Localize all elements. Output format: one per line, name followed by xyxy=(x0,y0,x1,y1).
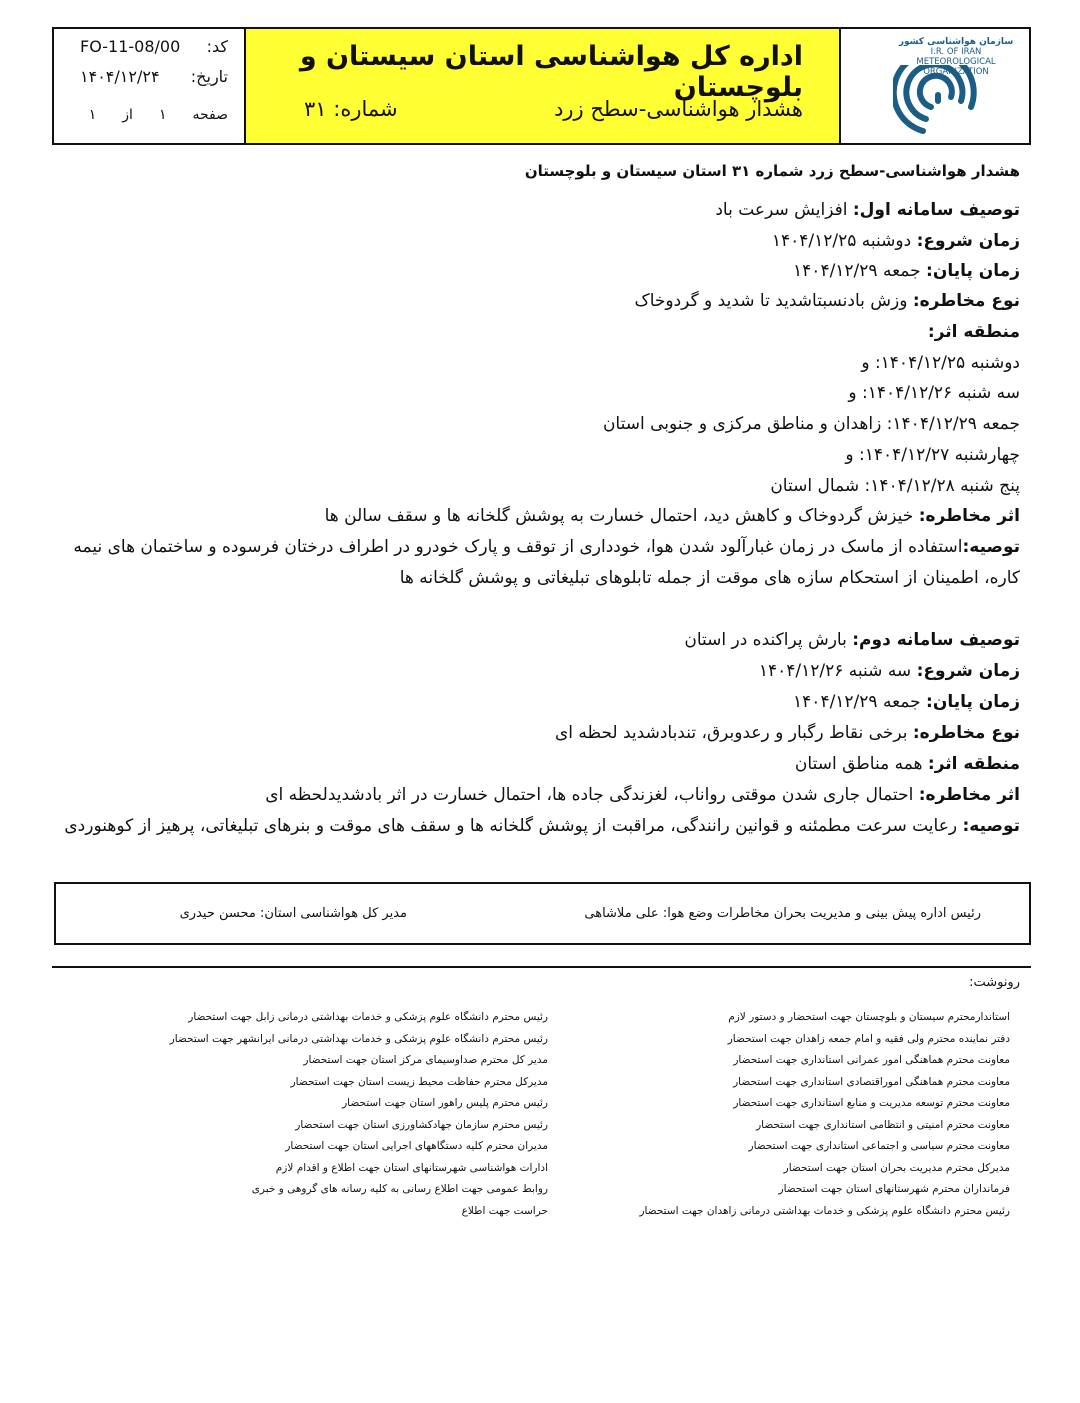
system2-area-row xyxy=(795,754,1020,774)
system2-advice: رعایت سرعت مطمئنه و قوانین رانندگی، مراقبت از پوشش گلخانه ها و سقف های موقت و بنرهای تبلیغاتی، پرهیز از کوهنوردی xyxy=(64,816,958,836)
divider xyxy=(52,966,1031,968)
system1-desc-row xyxy=(715,200,1020,220)
cc-left-item: رئیس محترم دانشگاه علوم پزشکی و خدمات بهداشتی درمانی ایرانشهر جهت استحضار xyxy=(169,1033,548,1045)
system2-advice-label: توصیه: xyxy=(962,816,1020,836)
cc-right-item: معاونت محترم سیاسی و اجتماعی استانداری جهت استحضار xyxy=(748,1140,1010,1152)
page-total: ۱ xyxy=(88,107,97,123)
system2-end-row xyxy=(793,692,1020,712)
system2-end-label: زمان پایان: xyxy=(926,692,1020,712)
system2-hazard-label: نوع مخاطره: xyxy=(912,723,1020,743)
cc-right-item: معاونت محترم توسعه مدیریت و منابع استانداری جهت استحضار xyxy=(733,1097,1010,1109)
system1-area-item: سه شنبه ۱۴۰۴/۱۲/۲۶: و xyxy=(848,383,1020,403)
logo-en-1: I.R. OF IRAN xyxy=(930,47,982,57)
system1-effect-row xyxy=(325,506,1020,526)
system1-hazard: وزش بادنسبتاشدید تا شدید و گردوخاک xyxy=(634,291,908,311)
cc-left-item: رئیس محترم پلیس راهور استان جهت استحضار xyxy=(342,1097,548,1109)
document-title: هشدار هواشناسی-سطح زرد شماره ۳۱ استان سیستان و بلوچستان xyxy=(524,162,1020,180)
forecast-head-name: علی ملاشاهی xyxy=(584,906,659,921)
system2-hazard: برخی نقاط رگبار و رعدوبرق، تندبادشدید لحظه ای xyxy=(554,723,908,743)
system2-area: همه مناطق استان xyxy=(794,754,923,774)
logo-en-3: ORGANIZATION xyxy=(923,67,989,77)
system2-area-label: منطقه اثر: xyxy=(927,754,1020,774)
cc-right-item: فرمانداران محترم شهرستانهای استان جهت استحضار xyxy=(778,1183,1010,1195)
director-name: محسن حیدری xyxy=(179,906,256,921)
page-of: از xyxy=(122,107,133,123)
page-row xyxy=(54,107,244,123)
system1-end: جمعه ۱۴۰۴/۱۲/۲۹ xyxy=(793,261,921,281)
system1-hazard-row xyxy=(635,291,1021,311)
system1-effect-label: اثر مخاطره: xyxy=(918,506,1020,526)
cc-left-item: مدیرکل محترم حفاظت محیط زیست استان جهت استحضار xyxy=(290,1076,548,1088)
system1-desc-label: توصیف سامانه اول: xyxy=(852,200,1020,220)
system1-effect: خیزش گردوخاک و کاهش دید، احتمال خسارت به پوشش گلخانه ها و سقف سالن ها xyxy=(324,506,914,526)
system1-end-label: زمان پایان: xyxy=(926,261,1020,281)
system2-effect: احتمال جاری شدن موقتی رواناب، لغزندگی جاده ها، احتمال خسارت در اثر بادشدیدلحظه ای xyxy=(265,785,914,805)
header-title-cell xyxy=(246,29,841,143)
system1-area-item: دوشنبه ۱۴۰۴/۱۲/۲۵: و xyxy=(861,353,1020,373)
logo-en-2: METEOROLOGICAL xyxy=(916,57,996,67)
system1-end-row xyxy=(793,261,1020,281)
warning-type: هشدار هواشناسی-سطح زرد xyxy=(554,97,803,121)
code-value: FO-11-08/00 xyxy=(80,37,181,56)
header-meta-cell xyxy=(54,29,246,143)
system1-hazard-label: نوع مخاطره: xyxy=(912,291,1020,311)
system2-effect-row xyxy=(265,785,1020,805)
system1-area-item: پنج شنبه ۱۴۰۴/۱۲/۲۸: شمال استان xyxy=(770,476,1020,496)
system1-advice-row xyxy=(35,532,1020,594)
system1-advice-label: توصیه: xyxy=(962,537,1020,557)
system2-desc: بارش پراکنده در استان xyxy=(684,630,847,650)
cc-left-item: حراست جهت اطلاع xyxy=(461,1205,548,1217)
director-label: مدیر کل هواشناسی استان: xyxy=(259,906,407,921)
system1-start-label: زمان شروع: xyxy=(916,231,1020,251)
cc-right-item: معاونت محترم هماهنگی امور عمرانی استانداری جهت استحضار xyxy=(733,1054,1010,1066)
cc-right-item: معاونت محترم امنیتی و انتظامی استانداری جهت استحضار xyxy=(756,1119,1010,1131)
page-label: صفحه xyxy=(192,107,228,123)
system1-area-label-row xyxy=(928,322,1020,342)
code-row xyxy=(54,37,244,56)
system2-desc-label: توصیف سامانه دوم: xyxy=(852,630,1020,650)
system1-area-item: چهارشنبه ۱۴۰۴/۱۲/۲۷: و xyxy=(845,445,1020,465)
system2-advice-row xyxy=(64,816,1020,836)
system1-advice: استفاده از ماسک در زمان غبارآلود شدن هوا، خودداری از توقف و پارک خودرو در اطراف درختان فرسوده و ساختمان های نیمه کاره، اطمینان از استحکام سازه های موقت از جمله تابلوهای تبلیغاتی و پوشش گلخانه ها xyxy=(73,537,1020,588)
page-number: ۱ xyxy=(158,107,167,123)
logo-fa-text: سازمان هواشناسی کشور xyxy=(898,37,1014,47)
cc-right-item: دفتر نماینده محترم ولی فقیه و امام جمعه زاهدان جهت استحضار xyxy=(727,1033,1010,1045)
logo-caption xyxy=(897,37,1015,77)
system2-hazard-row xyxy=(555,723,1020,743)
cc-right-item: معاونت محترم هماهنگی اموراقتصادی استانداری جهت استحضار xyxy=(733,1076,1010,1088)
cc-right-item: مدیرکل محترم مدیریت بحران استان جهت استحضار xyxy=(783,1162,1010,1174)
cc-right-item: استاندارمحترم سیستان و بلوچستان جهت استحضار و دستور لازم xyxy=(728,1011,1010,1023)
cc-left-item: ادارات هواشناسی شهرستانهای استان جهت اطلاع و اقدام لازم xyxy=(275,1162,548,1174)
forecast-head-signature xyxy=(584,906,981,921)
cc-left-item: مدیران محترم کلیه دستگاههای اجرایی استان جهت استحضار xyxy=(285,1140,548,1152)
office-title: اداره کل هواشناسی استان سیستان و بلوچستان xyxy=(299,41,803,103)
system2-start-row xyxy=(759,661,1020,681)
date-label: تاریخ: xyxy=(190,67,228,86)
cc-left-item: رئیس محترم سازمان جهادکشاورزی استان جهت استحضار xyxy=(295,1119,548,1131)
system2-start: سه شنبه ۱۴۰۴/۱۲/۲۶ xyxy=(758,661,912,681)
system1-desc: افزایش سرعت باد xyxy=(715,200,848,220)
system1-start-row xyxy=(772,231,1020,251)
system1-start: دوشنبه ۱۴۰۴/۱۲/۲۵ xyxy=(771,231,912,251)
date-value: ۱۴۰۴/۱۲/۲۴ xyxy=(80,67,160,86)
cc-title: رونوشت: xyxy=(969,975,1020,990)
forecast-head-label: رئیس اداره پیش بینی و مدیریت بحران مخاطرات وضع هوا: xyxy=(662,906,981,921)
header-logo-cell xyxy=(841,29,1029,143)
cc-right-item: رئیس محترم دانشگاه علوم پزشکی و خدمات بهداشتی درمانی زاهدان جهت استحضار xyxy=(639,1205,1010,1217)
system1-area-label: منطقه اثر: xyxy=(927,322,1020,342)
system2-end: جمعه ۱۴۰۴/۱۲/۲۹ xyxy=(793,692,921,712)
cc-left-item: مدیر کل محترم صداوسیمای مرکز استان جهت استحضار xyxy=(303,1054,548,1066)
system2-effect-label: اثر مخاطره: xyxy=(918,785,1020,805)
system2-desc-row xyxy=(684,630,1020,650)
warning-number: شماره: ۳۱ xyxy=(304,97,398,121)
director-signature xyxy=(180,906,407,921)
date-row xyxy=(54,67,244,86)
signature-box xyxy=(54,882,1031,945)
system1-area-item: جمعه ۱۴۰۴/۱۲/۲۹: زاهدان و مناطق مرکزی و جنوبی استان xyxy=(602,414,1020,434)
document-header xyxy=(52,27,1031,145)
cc-left-item: رئیس محترم دانشگاه علوم پزشکی و خدمات بهداشتی درمانی زابل جهت استحضار xyxy=(188,1011,548,1023)
system2-start-label: زمان شروع: xyxy=(916,661,1020,681)
code-label: کد: xyxy=(206,37,228,56)
cc-left-item: روابط عمومی جهت اطلاع رسانی به کلیه رسانه های گروهی و خبری xyxy=(251,1183,548,1195)
